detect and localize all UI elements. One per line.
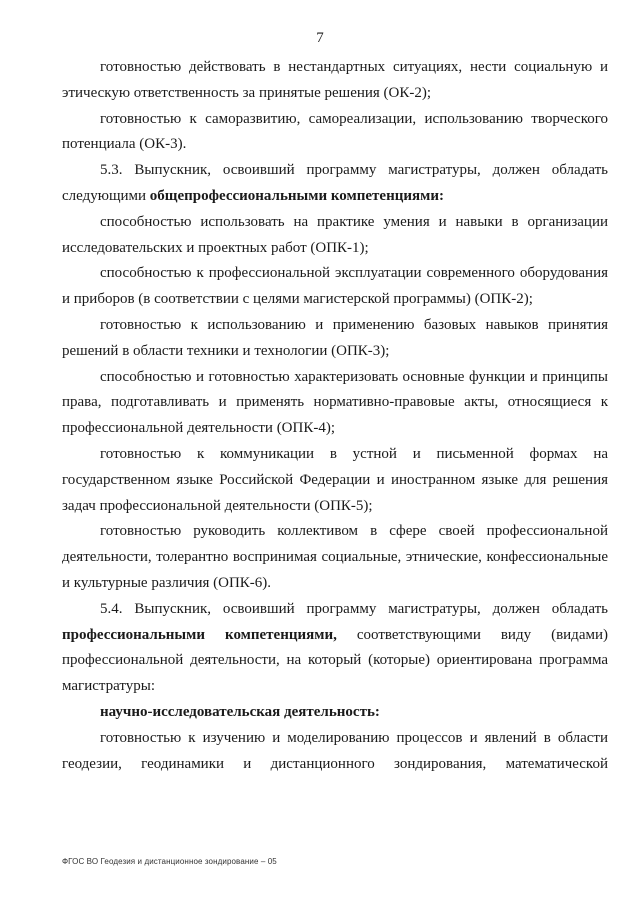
paragraph-pk-1: готовностью к изучению и моделированию процессов и явлений в области геодезии, геодинамики и дистанционного зондирования, математической <box>62 729 608 772</box>
paragraph-5-3-text: 5.3. Выпускник, освоивший программу магистратуры, должен обладать следующими <box>62 162 608 204</box>
paragraph-ok-2: готовностью действовать в нестандартных ситуациях, нести социальную и этическую ответственность за принятые решения (ОК-2); <box>62 59 608 101</box>
paragraph-5-4 <box>62 597 608 700</box>
paragraph-opk-5: готовностью к коммуникации в устной и письменной формах на государственном языке Российской Федерации и иностранном языке для решения задач профессиональной деятельности (ОПК-5); <box>62 445 608 514</box>
paragraph-opk-4: способностью и готовностью характеризовать основные функции и принципы права, подготавливать и применять нормативно-правовые акты, относящиеся к профессиональной деятельности (ОПК-4); <box>62 368 608 437</box>
paragraph-5-3 <box>62 158 608 210</box>
paragraph-opk-6: готовностью руководить коллективом в сфере своей профессиональной деятельности, толерантно воспринимая социальные, этнические, конфессиональные и культурные различия (ОПК-6). <box>62 523 608 591</box>
paragraph-opk-3: готовностью к использованию и применению базовых навыков принятия решений в области техники и технологии (ОПК-3); <box>62 316 608 359</box>
footer-text: ФГОС ВО Геодезия и дистанционное зондирование – 05 <box>62 857 277 866</box>
paragraph-5-3-colon: : <box>438 187 444 204</box>
paragraph-5-4-rest: соответствующими виду (видами) профессиональной деятельности, на который (которые) ориентирована программа магистратуры: <box>62 626 608 695</box>
paragraph-5-3-bold: общепрофессиональными компетенциями <box>149 187 439 204</box>
page-number: 7 <box>316 30 324 46</box>
document-body <box>62 55 608 777</box>
paragraph-5-4-bold: профессиональными компетенциями, <box>62 626 337 643</box>
paragraph-opk-2: способностью к профессиональной эксплуатации современного оборудования и приборов (в соответствии с целями магистерской программы) (ОПК-2); <box>62 265 608 308</box>
paragraph-ok-3: готовностью к саморазвитию, самореализации, использованию творческого потенциала (ОК-3). <box>62 110 608 153</box>
section-heading: научно-исследовательская деятельность: <box>100 703 380 720</box>
paragraph-opk-1: способностью использовать на практике умения и навыки в организации исследовательских и проектных работ (ОПК-1); <box>62 213 608 256</box>
paragraph-5-4-text: 5.4. Выпускник, освоивший программу магистратуры, должен обладать <box>100 600 608 617</box>
